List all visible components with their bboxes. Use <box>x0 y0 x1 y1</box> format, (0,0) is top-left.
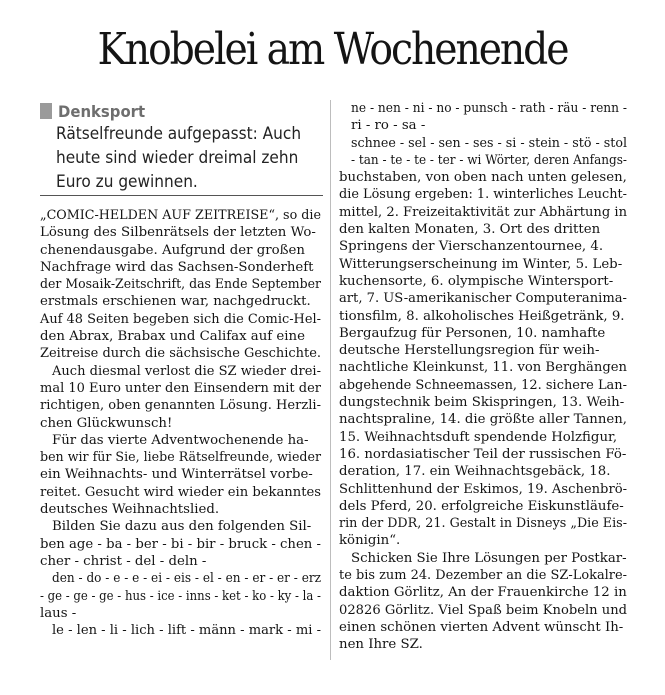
text-line-content: Auch diesmal verlost die SZ wieder drei- <box>52 363 321 379</box>
text-line-content: - ge - ge - ge - hus - ice - inns - ket - ko - ky - la - <box>40 588 322 604</box>
text-line <box>339 429 627 446</box>
text-line-content: rin der DDR, 21. Gestalt in Disneys „Die Eis- <box>339 516 628 532</box>
text-line-content: ben age - ba - ber - bi - bir - bruck - chen - <box>40 536 322 552</box>
text-line-content: Lösung des Silbenrätsels der letzten Wo- <box>40 225 316 241</box>
headline: Knobelei am Wochenende <box>97 24 568 75</box>
text-line <box>40 518 321 535</box>
text-line-content: abgehende Schneemassen, 12. sichere Lan- <box>339 377 628 393</box>
text-line <box>339 325 627 342</box>
text-line <box>339 204 627 221</box>
text-line <box>339 308 627 325</box>
text-line-content: den Abrax, Brabax und Califax auf eine <box>40 329 305 345</box>
kicker <box>40 101 152 121</box>
text-line-content: deration, 17. ein Weihnachtsgebäck, 18. <box>339 464 611 480</box>
text-line <box>40 484 321 501</box>
text-line <box>339 602 627 619</box>
text-line <box>339 498 627 515</box>
kicker-square-icon <box>40 103 52 119</box>
text-line <box>40 397 321 414</box>
text-line <box>339 515 627 532</box>
text-line <box>339 567 627 584</box>
text-line-content: Witterungserscheinung im Winter, 5. Leb- <box>339 256 623 272</box>
text-line <box>339 273 627 290</box>
text-line-content: den - do - e - e - ei - eis - el - en - er - er - erz <box>52 571 322 587</box>
lead-divider <box>40 195 323 196</box>
lead-line: Euro zu gewinnen. <box>56 172 198 191</box>
text-line <box>40 345 321 362</box>
text-line <box>339 377 627 394</box>
text-line-content: erstmals erschienen war, nachgedruckt. <box>40 294 311 310</box>
text-line-content: buchstaben, von oben nach unten gelesen, <box>339 170 627 186</box>
text-line <box>40 242 321 259</box>
lead-line: heute sind wieder dreimal zehn <box>56 148 299 167</box>
text-line-content: 02826 Görlitz. Viel Spaß beim Knobeln und <box>339 602 628 618</box>
text-line <box>40 259 321 276</box>
text-line <box>339 584 627 601</box>
text-line-content: Schicken Sie Ihre Lösungen per Postkar- <box>351 550 627 566</box>
text-line <box>339 290 627 307</box>
text-line-content: mal 10 Euro unter den Einsendern mit der <box>40 380 322 396</box>
text-line <box>339 221 627 238</box>
body-column-2 <box>339 100 627 654</box>
text-line-content: Bergaufzug für Personen, 10. namhafte <box>339 325 606 341</box>
text-line <box>40 553 321 570</box>
text-line <box>339 169 627 186</box>
text-line-content: cher - christ - del - deln - <box>40 553 207 569</box>
text-line <box>40 276 321 293</box>
text-line <box>339 550 627 567</box>
text-line <box>40 415 321 432</box>
text-line <box>339 636 627 653</box>
text-line-content: „COMIC-HELDEN AUF ZEITREISE“, so die <box>40 208 321 223</box>
text-line-content: reitet. Gesucht wird wieder ein bekanntes <box>40 484 322 500</box>
text-line-content: deutsches Weihnachtslied. <box>40 502 220 518</box>
text-line-content: Zeitreise durch die sächsische Geschichte. <box>40 346 321 362</box>
text-line-content: dels Pferd, 20. erfolgreiche Eiskunstläufe- <box>339 498 624 514</box>
text-line-content: deutsche Herstellungsregion für weih- <box>339 343 600 359</box>
text-line-content: einen schönen vierten Advent wünscht Ih- <box>339 619 624 635</box>
lead-text <box>56 122 318 194</box>
text-line <box>40 588 321 605</box>
text-line-content: nachtliche Kleinkunst, 11. von Berghängen <box>339 360 628 376</box>
text-line <box>339 532 627 549</box>
text-line-content: Für das vierte Adventwochenende ha- <box>52 432 309 448</box>
text-line <box>339 394 627 411</box>
text-line-content: ri - ro - sa - <box>351 118 426 134</box>
text-line <box>339 186 627 203</box>
text-line-content: mittel, 2. Freizeitaktivität zur Abhärtung in <box>339 204 628 220</box>
text-line <box>339 152 627 169</box>
text-line <box>40 501 321 518</box>
text-line <box>339 359 627 376</box>
text-line-content: te bis zum 24. Dezember an die SZ-Lokalre- <box>339 568 627 584</box>
text-line-content: dungstechnik beim Skispringen, 13. Weih- <box>339 395 625 411</box>
text-line <box>339 117 627 134</box>
text-line <box>339 256 627 273</box>
text-line <box>40 449 321 466</box>
text-line-content: ein Weihnachts- und Winterrätsel vorbe- <box>40 467 313 483</box>
text-line-content: die Lösung ergeben: 1. winterliches Leucht- <box>339 187 627 203</box>
text-line-content: Auf 48 Seiten begeben sich die Comic-Hel- <box>40 311 321 327</box>
kicker-label: Denksport <box>58 101 146 121</box>
text-line-content: Springens der Vierschanzentournee, 4. <box>339 239 604 255</box>
text-line-content: Bilden Sie dazu aus den folgenden Sil- <box>52 519 312 535</box>
text-line-content: chen Glückwunsch! <box>40 415 173 431</box>
text-line-content: der Mosaik-Zeitschrift, das Ende September <box>40 277 321 293</box>
text-line <box>40 570 321 587</box>
text-line <box>339 135 627 152</box>
text-line-content: chenendausgabe. Aufgrund der großen <box>40 242 305 258</box>
text-line <box>40 328 321 345</box>
text-line <box>339 238 627 255</box>
text-line-content: nachtspraline, 14. die größte aller Tannen, <box>339 412 628 428</box>
text-line <box>40 622 321 639</box>
lead-line: Rätselfreunde aufgepasst: Auch <box>56 124 302 143</box>
text-line-content: art, 7. US-amerikanischer Computeranima- <box>339 291 627 307</box>
text-line <box>339 446 627 463</box>
text-line-content: ben wir für Sie, liebe Rätselfreunde, wieder <box>40 450 322 466</box>
text-line-content: Nachfrage wird das Sachsen-Sonderheft <box>40 259 314 275</box>
text-line <box>40 207 321 224</box>
text-line <box>339 100 627 117</box>
text-line <box>339 342 627 359</box>
text-line-content: schnee - sel - sen - ses - si - stein - stö - stol <box>351 135 628 151</box>
text-line-content: richtigen, oben genannten Lösung. Herzli- <box>40 398 321 414</box>
text-line <box>40 311 321 328</box>
text-line-content: ne - nen - ni - no - punsch - rath - räu - renn - <box>351 101 627 116</box>
text-line <box>339 411 627 428</box>
text-line-content: laus - <box>40 605 77 621</box>
text-line-content: den kalten Monaten, 3. Ort des dritten <box>339 222 601 238</box>
text-line-content: tionsfilm, 8. alkoholisches Heißgetränk, 9. <box>339 308 625 324</box>
text-line-content: nen Ihre SZ. <box>339 637 423 653</box>
text-line-content: 15. Weihnachtsduft spendende Holzfigur, <box>339 429 618 445</box>
text-line <box>40 293 321 310</box>
text-line-content: daktion Görlitz, An der Frauenkirche 12 in <box>339 585 627 601</box>
text-line <box>40 536 321 553</box>
text-line <box>40 363 321 380</box>
body-column-1 <box>40 207 321 639</box>
text-line <box>40 466 321 483</box>
text-line <box>339 619 627 636</box>
text-line-content: le - len - li - lich - lift - männ - mark - mi - <box>52 623 321 639</box>
text-line <box>339 463 627 480</box>
text-line <box>40 605 321 622</box>
text-line-content: kuchensorte, 6. olympische Wintersport- <box>339 273 614 289</box>
text-line <box>40 224 321 241</box>
text-line <box>40 432 321 449</box>
text-line-content: 16. nordasiatischer Teil der russischen Fö- <box>339 446 627 462</box>
text-line-content: Schlittenhund der Eskimos, 19. Aschenbrö- <box>339 481 628 497</box>
text-line-content: - tan - te - te - ter - wi Wörter, deren Anfangs- <box>351 152 627 168</box>
text-line-content: königin“. <box>339 533 401 549</box>
text-line <box>339 481 627 498</box>
text-line <box>40 380 321 397</box>
